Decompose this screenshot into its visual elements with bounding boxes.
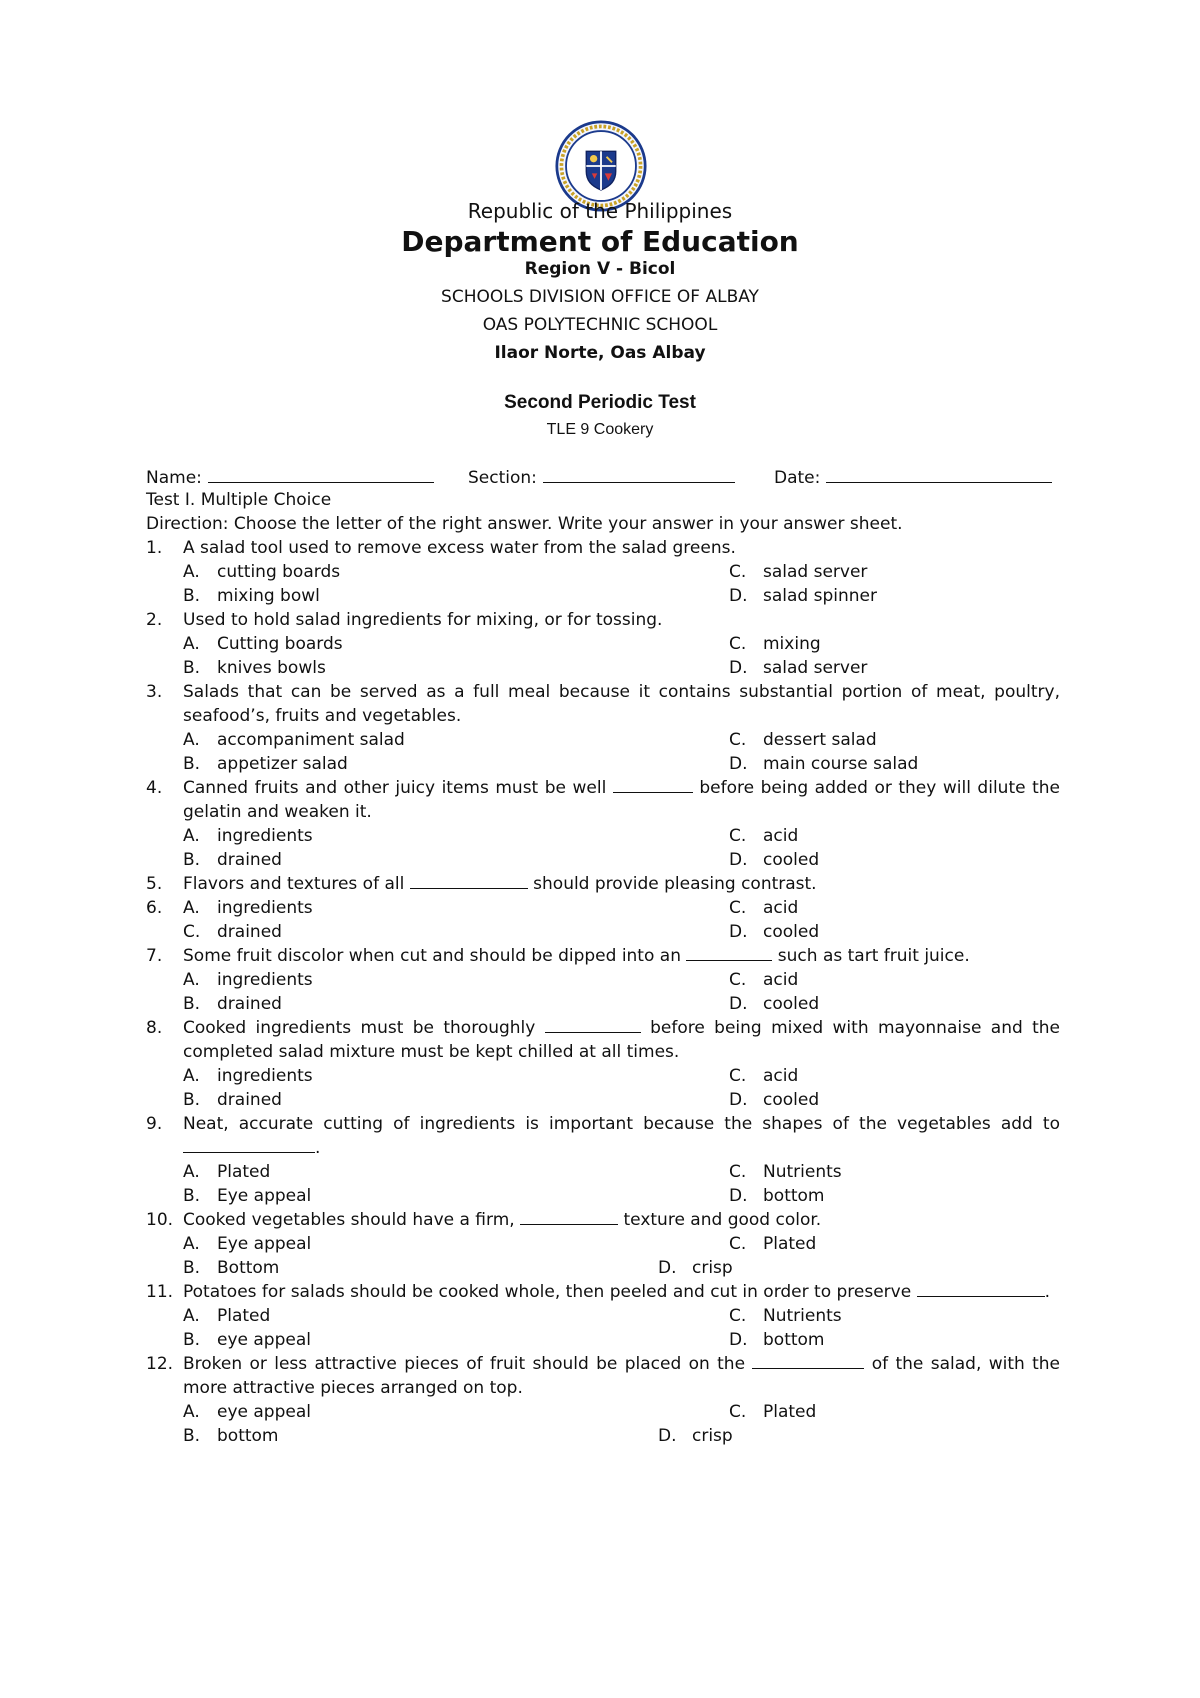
option-letter: B. [183,1426,201,1446]
option-b[interactable] [183,1184,311,1208]
option-text: crisp [692,1426,733,1446]
options-row [146,632,1060,656]
question-4 [146,776,1060,872]
option-text: ingredients [217,970,313,990]
section-field[interactable] [468,464,735,490]
option-a[interactable] [183,1064,313,1088]
question-number: 9. [146,1114,163,1134]
question-number: 5. [146,874,163,894]
option-text: bottom [763,1186,825,1206]
header-republic: Republic of the Philippines [467,199,733,223]
option-text: Plated [763,1402,817,1422]
option-text: drained [217,922,282,942]
option-letter: B. [183,586,201,606]
options-row [146,1424,1060,1448]
option-text: drained [217,850,282,870]
option-letter: A. [183,1066,200,1086]
option-text: dessert salad [763,730,877,750]
options-row [146,1304,1060,1328]
option-a[interactable] [183,1400,311,1424]
option-letter: A. [183,970,200,990]
question-text [183,1280,1060,1304]
question-text [183,1352,1060,1400]
question-text-post: should provide pleasing contrast. [533,874,817,894]
option-letter: C. [729,634,747,654]
option-text: mixing [763,634,821,654]
option-letter: B. [183,1258,201,1278]
options-row [146,1400,1060,1424]
name-label: Name: [146,468,202,488]
option-d[interactable] [729,752,918,776]
question-text [183,872,1060,896]
options-row [146,896,1060,920]
option-text: Plated [217,1306,271,1326]
option-letter: A. [183,1306,200,1326]
question-text [183,608,1060,632]
option-c[interactable] [183,920,282,944]
question-text-pre: Cooked vegetables should have a firm, [183,1210,515,1230]
option-text: crisp [692,1258,733,1278]
option-b[interactable] [183,584,320,608]
option-letter: C. [729,1402,747,1422]
answer-blank[interactable] [613,776,693,793]
option-letter: B. [183,1330,201,1350]
option-letter: B. [183,994,201,1014]
question-text-pre: Some fruit discolor when cut and should be dipped into an [183,946,681,966]
option-letter: D. [658,1426,677,1446]
option-d[interactable] [729,848,819,872]
question-8 [146,1016,1060,1112]
question-10 [146,1208,1060,1280]
option-b[interactable] [183,1328,311,1352]
option-c[interactable] [729,1232,816,1256]
option-text: ingredients [217,1066,313,1086]
option-letter: C. [729,1234,747,1254]
option-text: cooled [763,850,820,870]
option-letter: B. [183,658,201,678]
answer-blank[interactable] [917,1280,1045,1297]
direction: Direction: Choose the letter of the right answer. Write your answer in your answer sheet. [146,514,903,534]
option-text: Cutting boards [217,634,343,654]
option-d[interactable] [729,992,819,1016]
option-letter: D. [729,994,748,1014]
options-row [146,1256,1060,1280]
option-letter: C. [729,562,747,582]
option-letter: C. [729,1162,747,1182]
option-letter: D. [729,1330,748,1350]
option-a[interactable] [183,728,405,752]
test-subject: TLE 9 Cookery [546,421,654,438]
option-b[interactable] [183,752,348,776]
option-a[interactable] [183,632,343,656]
question-text-post: before being mixed with mayonnaise and the completed salad mixture must be kept chilled at all times. [183,1018,1061,1062]
option-text: cooled [763,922,820,942]
option-d[interactable] [729,1328,824,1352]
option-text: knives bowls [217,658,326,678]
header-school: OAS POLYTECHNIC SCHOOL [482,315,718,335]
question-number: 4. [146,778,163,798]
options-row [146,1328,1060,1352]
option-a[interactable] [183,1304,270,1328]
option-letter: C. [729,898,747,918]
name-field[interactable] [146,464,434,490]
option-letter: A. [183,634,200,654]
question-text [183,536,1060,560]
option-text: mixing bowl [217,586,320,606]
option-letter: D. [729,658,748,678]
option-text: drained [217,1090,282,1110]
option-text: main course salad [763,754,919,774]
options-row [146,1160,1060,1184]
option-letter: A. [183,1402,200,1422]
question-number: 1. [146,538,163,558]
option-letter: A. [183,898,200,918]
option-text: Plated [217,1162,271,1182]
question-12 [146,1352,1060,1448]
option-text: salad server [763,562,868,582]
option-text: acid [763,826,799,846]
option-b[interactable] [183,1256,279,1280]
question-number: 10. [146,1210,174,1230]
option-d[interactable] [729,1088,819,1112]
question-6 [146,896,1060,944]
option-d[interactable] [729,584,877,608]
options-row [146,968,1060,992]
option-text: eye appeal [217,1330,311,1350]
test-body [146,464,1060,1448]
option-letter: D. [658,1258,677,1278]
option-text: cooled [763,994,820,1014]
section-label: Section: [468,468,537,488]
question-number: 2. [146,610,163,630]
option-text: Eye appeal [217,1234,312,1254]
option-letter: C. [729,730,747,750]
options-row [146,752,1060,776]
question-text-pre: Broken or less attractive pieces of fruit should be placed on the [183,1354,746,1374]
question-text-pre: Flavors and textures of all [183,874,405,894]
question-7 [146,944,1060,1016]
option-d[interactable] [658,1424,733,1448]
section-blank[interactable] [543,464,735,483]
option-a[interactable] [183,968,313,992]
option-text: bottom [217,1426,279,1446]
option-a[interactable] [183,1232,311,1256]
option-letter: A. [183,1234,200,1254]
options-row [146,848,1060,872]
answer-blank[interactable] [410,872,528,889]
date-label: Date: [774,468,821,488]
question-number: 8. [146,1018,163,1038]
options-row [146,1064,1060,1088]
answer-blank[interactable] [545,1016,641,1033]
option-c[interactable] [729,1160,842,1184]
question-text-pre: Potatoes for salads should be cooked whole, then peeled and cut in order to preserve [183,1282,912,1302]
question-5 [146,872,1060,896]
option-a[interactable] [183,560,340,584]
option-text: ingredients [217,826,313,846]
options-row [146,1088,1060,1112]
options-row [146,992,1060,1016]
option-text: Nutrients [763,1306,842,1326]
options-row [146,728,1060,752]
date-blank[interactable] [826,464,1052,483]
option-b[interactable] [183,1424,278,1448]
option-d[interactable] [729,920,819,944]
option-letter: C. [729,826,747,846]
question-9 [146,1112,1060,1208]
option-letter: C. [729,970,747,990]
question-1 [146,536,1060,608]
question-2 [146,608,1060,680]
question-list [146,536,1060,1448]
option-text: acid [763,970,799,990]
option-letter: C. [729,1306,747,1326]
option-c[interactable] [729,824,798,848]
option-c[interactable] [729,1400,816,1424]
option-text: Plated [763,1234,817,1254]
option-text: eye appeal [217,1402,311,1422]
option-d[interactable] [729,1184,824,1208]
option-letter: C. [729,1066,747,1086]
question-text-post: of the salad, with the more attractive pieces arranged on top. [183,1354,1061,1398]
option-text: cutting boards [217,562,341,582]
question-text [183,944,1060,968]
answer-blank[interactable] [520,1208,618,1225]
option-letter: D. [729,1186,748,1206]
question-text-post: . [315,1138,321,1158]
answer-blank[interactable] [752,1352,864,1369]
header-location: Ilaor Norte, Oas Albay [494,343,706,363]
header-region: Region V - Bicol [524,259,676,279]
option-text: Nutrients [763,1162,842,1182]
test-heading: Test I. Multiple Choice [146,490,332,510]
option-a[interactable] [183,896,313,920]
question-number: 3. [146,682,163,702]
student-fields [146,464,1060,488]
option-letter: A. [183,562,200,582]
option-letter: B. [183,1186,201,1206]
question-text-post: before being added or they will dilute the gelatin and weaken it. [183,778,1060,822]
option-c[interactable] [729,1304,842,1328]
option-c[interactable] [729,896,798,920]
header-division: SCHOOLS DIVISION OFFICE OF ALBAY [441,287,759,307]
question-text-pre: Used to hold salad ingredients for mixing, or for tossing. [183,610,663,630]
question-number: 7. [146,946,163,966]
option-letter: D. [729,922,748,942]
option-a[interactable] [183,824,313,848]
option-letter: D. [729,850,748,870]
options-row [146,1232,1060,1256]
question-text [183,1208,1060,1232]
question-text-pre: Cooked ingredients must be thoroughly [183,1018,536,1038]
question-number: 12. [146,1354,174,1374]
question-text-pre: A salad tool used to remove excess water from the salad greens. [183,538,736,558]
option-text: acid [763,898,799,918]
option-c[interactable] [729,728,877,752]
option-c[interactable] [729,968,798,992]
header-department: Department of Education [401,225,799,258]
question-text-post: such as tart fruit juice. [777,946,970,966]
option-text: bottom [763,1330,825,1350]
option-a[interactable] [183,1160,270,1184]
question-text-pre: Neat, accurate cutting of ingredients is important because the shapes of the vegetables add to [183,1114,1060,1134]
option-letter: D. [729,754,748,774]
question-text-pre: Salads that can be served as a full meal because it contains substantial portion of meat, poultry, seafood’s, fruits and vegetables. [183,682,1060,726]
options-row [146,584,1060,608]
question-3 [146,680,1060,776]
question-number: 6. [146,898,163,918]
option-text: Eye appeal [217,1186,312,1206]
option-text: salad spinner [763,586,877,606]
question-text [183,1016,1060,1064]
question-11 [146,1280,1060,1352]
option-b[interactable] [183,1088,282,1112]
option-text: salad server [763,658,868,678]
question-text-post: texture and good color. [623,1210,822,1230]
options-row [146,1184,1060,1208]
option-text: accompaniment salad [217,730,405,750]
option-letter: B. [183,1090,201,1110]
option-b[interactable] [183,656,326,680]
option-c[interactable] [729,560,867,584]
question-text-post: . [1044,1282,1050,1302]
question-text-pre: Canned fruits and other juicy items must be well [183,778,607,798]
option-c[interactable] [729,1064,798,1088]
option-letter: A. [183,730,200,750]
option-text: drained [217,994,282,1014]
option-letter: C. [183,922,201,942]
option-text: cooled [763,1090,820,1110]
options-row [146,560,1060,584]
option-text: acid [763,1066,799,1086]
date-field[interactable] [774,464,1052,490]
option-letter: A. [183,826,200,846]
name-blank[interactable] [208,464,434,483]
question-text [183,680,1060,728]
answer-blank[interactable] [183,1136,315,1153]
option-d[interactable] [658,1256,733,1280]
option-text: appetizer salad [217,754,348,774]
option-b[interactable] [183,992,282,1016]
option-letter: B. [183,754,201,774]
option-letter: A. [183,1162,200,1182]
question-number: 11. [146,1282,174,1302]
option-c[interactable] [729,632,821,656]
question-text [183,776,1060,824]
option-letter: B. [183,850,201,870]
option-d[interactable] [729,656,867,680]
options-row [146,824,1060,848]
answer-blank[interactable] [686,944,772,961]
option-letter: D. [729,586,748,606]
test-title: Second Periodic Test [504,392,696,413]
option-text: ingredients [217,898,313,918]
option-letter: D. [729,1090,748,1110]
option-b[interactable] [183,848,282,872]
question-text [183,1112,1060,1160]
options-row [146,656,1060,680]
options-row [146,920,1060,944]
option-text: Bottom [217,1258,280,1278]
